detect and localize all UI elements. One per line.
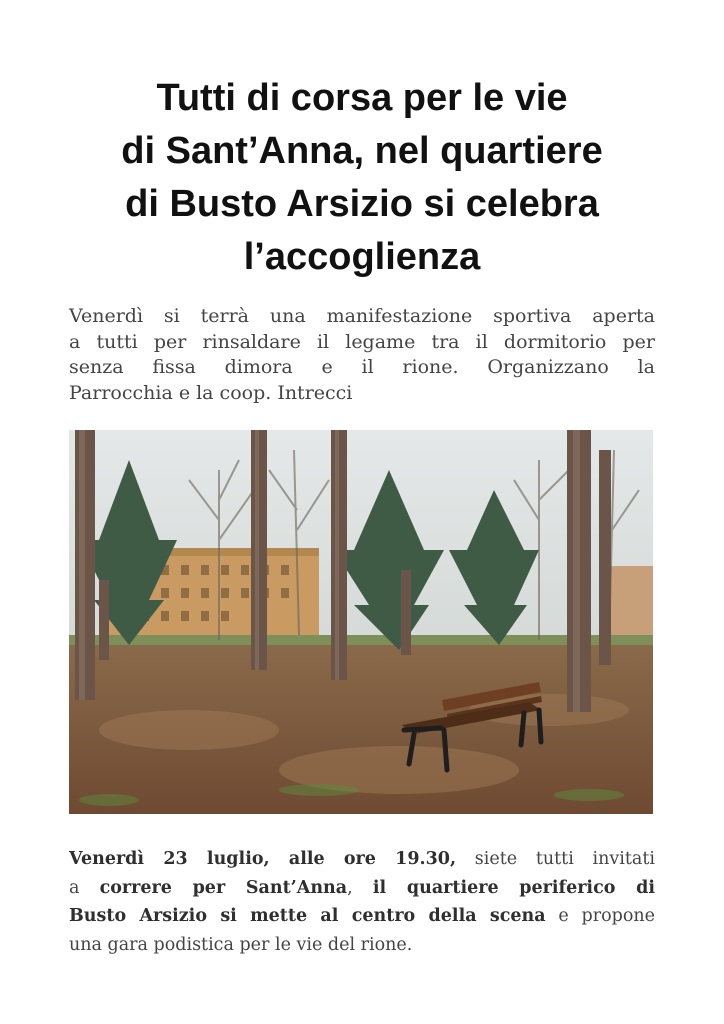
title-line: di Busto Arsizio si celebra [125,183,599,225]
body-text-fragment: siete tutti invitati [456,849,655,869]
article-title [60,72,664,284]
body-text-fragment: a [69,877,100,898]
title-line: Tutti di corsa per le vie [156,77,568,119]
subtitle-line: Parrocchia e la coop. Intrecci [69,381,353,404]
article-subtitle [69,304,655,406]
subtitle-line: a tutti per rinsaldare il legame tra il dormitorio per [69,330,655,353]
event-name: correre per Sant’Anna [99,877,348,898]
body-text-fragment: , [347,877,373,898]
body-line: una gara podistica per le vie del rione. [69,934,413,955]
body-bold-fragment: Busto Arsizio si mette al centro della scena [69,906,546,926]
body-line [69,845,655,874]
body-line [69,874,655,903]
subtitle-line: senza fissa dimora e il rione. Organizzano la [69,356,655,378]
body-text-fragment: e propone [545,906,656,926]
event-date-time: Venerdì 23 luglio, alle ore 19.30, [69,849,457,869]
title-line: l’accoglienza [243,236,481,278]
body-bold-fragment: il quartiere periferico di [372,877,655,898]
body-line [69,902,655,931]
park-photo [69,430,653,814]
title-line: di Sant’Anna, nel quartiere [121,130,603,172]
article-body [69,845,655,959]
subtitle-line: Venerdì si terrà una manifestazione sportiva aperta [69,305,655,327]
